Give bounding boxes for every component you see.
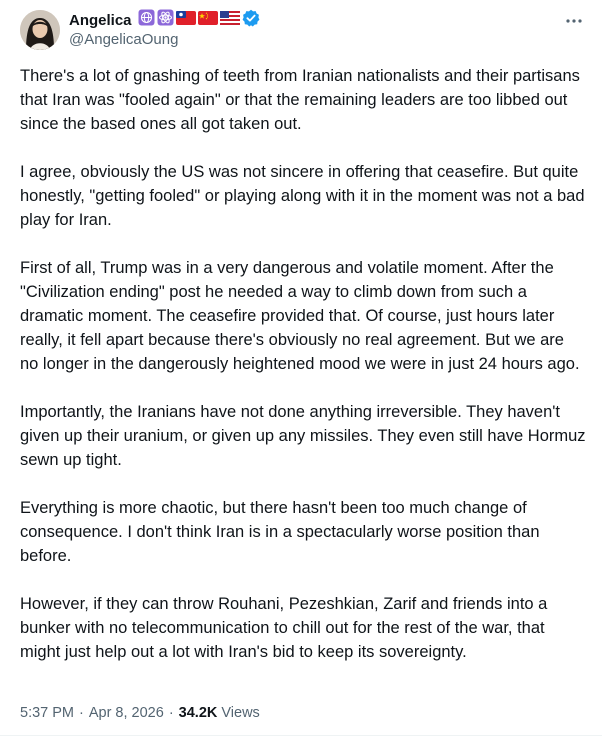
- separator-dot: ·: [168, 705, 174, 721]
- china-flag-icon: [198, 11, 218, 30]
- tweet-paragraph: However, if they can throw Rouhani, Pezeshkian, Zarif and friends into a bunker with no telecommunication to chill out for the rest of the war, that might just help out a lot with Iran's bid to keep its sovereignty.: [20, 595, 548, 661]
- us-flag-icon: [220, 11, 240, 30]
- timestamp-time[interactable]: 5:37 PM: [20, 705, 74, 721]
- separator-dot: ·: [79, 705, 84, 721]
- globe-icon: [138, 9, 155, 31]
- tweet-paragraph: Everything is more chaotic, but there hasn't been too much change of consequence. I don't think Iran is in a spectacularly worse position than before.: [20, 499, 540, 565]
- tweet-paragraph: Importantly, the Iranians have not done anything irreversible. They haven't given up their uranium, or given up any missiles. They even still have Hormuz sewn up tight.: [20, 403, 586, 469]
- author-name-row: [69, 10, 260, 30]
- views-count[interactable]: 34.2K: [178, 705, 218, 721]
- author-name[interactable]: Angelica: [69, 11, 132, 29]
- tweet-paragraph: First of all, Trump was in a very dangerous and volatile moment. After the "Civilization ending" post he needed a way to climb down from such a dramatic moment. The ceasefire provided that. Of course, just hours later really, it fell apart because there's obviously no real agreement. But we are no longer in the dangerously heightened mood we were in just 24 hours ago.: [20, 259, 580, 373]
- author-handle[interactable]: @AngelicaOung: [69, 31, 179, 48]
- tweet-metadata: [20, 705, 260, 721]
- tweet-paragraph: I agree, obviously the US was not sincere in offering that ceasefire. But quite honestly, "getting fooled" or playing along with it in the moment was not a bad play for Iran.: [20, 163, 585, 229]
- avatar-photo: [20, 10, 60, 50]
- atom-icon: [157, 9, 174, 31]
- views-label: Views: [221, 705, 260, 721]
- tweet-text: [20, 64, 586, 688]
- tweet-paragraph: There's a lot of gnashing of teeth from Iranian nationalists and their partisans that Iran was "fooled again" or that the remaining leaders are too libbed out since the based ones all got taken out.: [20, 67, 580, 133]
- verified-badge-icon[interactable]: [242, 9, 260, 32]
- timestamp-date[interactable]: Apr 8, 2026: [88, 705, 164, 721]
- avatar[interactable]: [20, 10, 60, 50]
- more-options-icon[interactable]: [564, 11, 584, 31]
- taiwan-flag-icon: [176, 11, 196, 30]
